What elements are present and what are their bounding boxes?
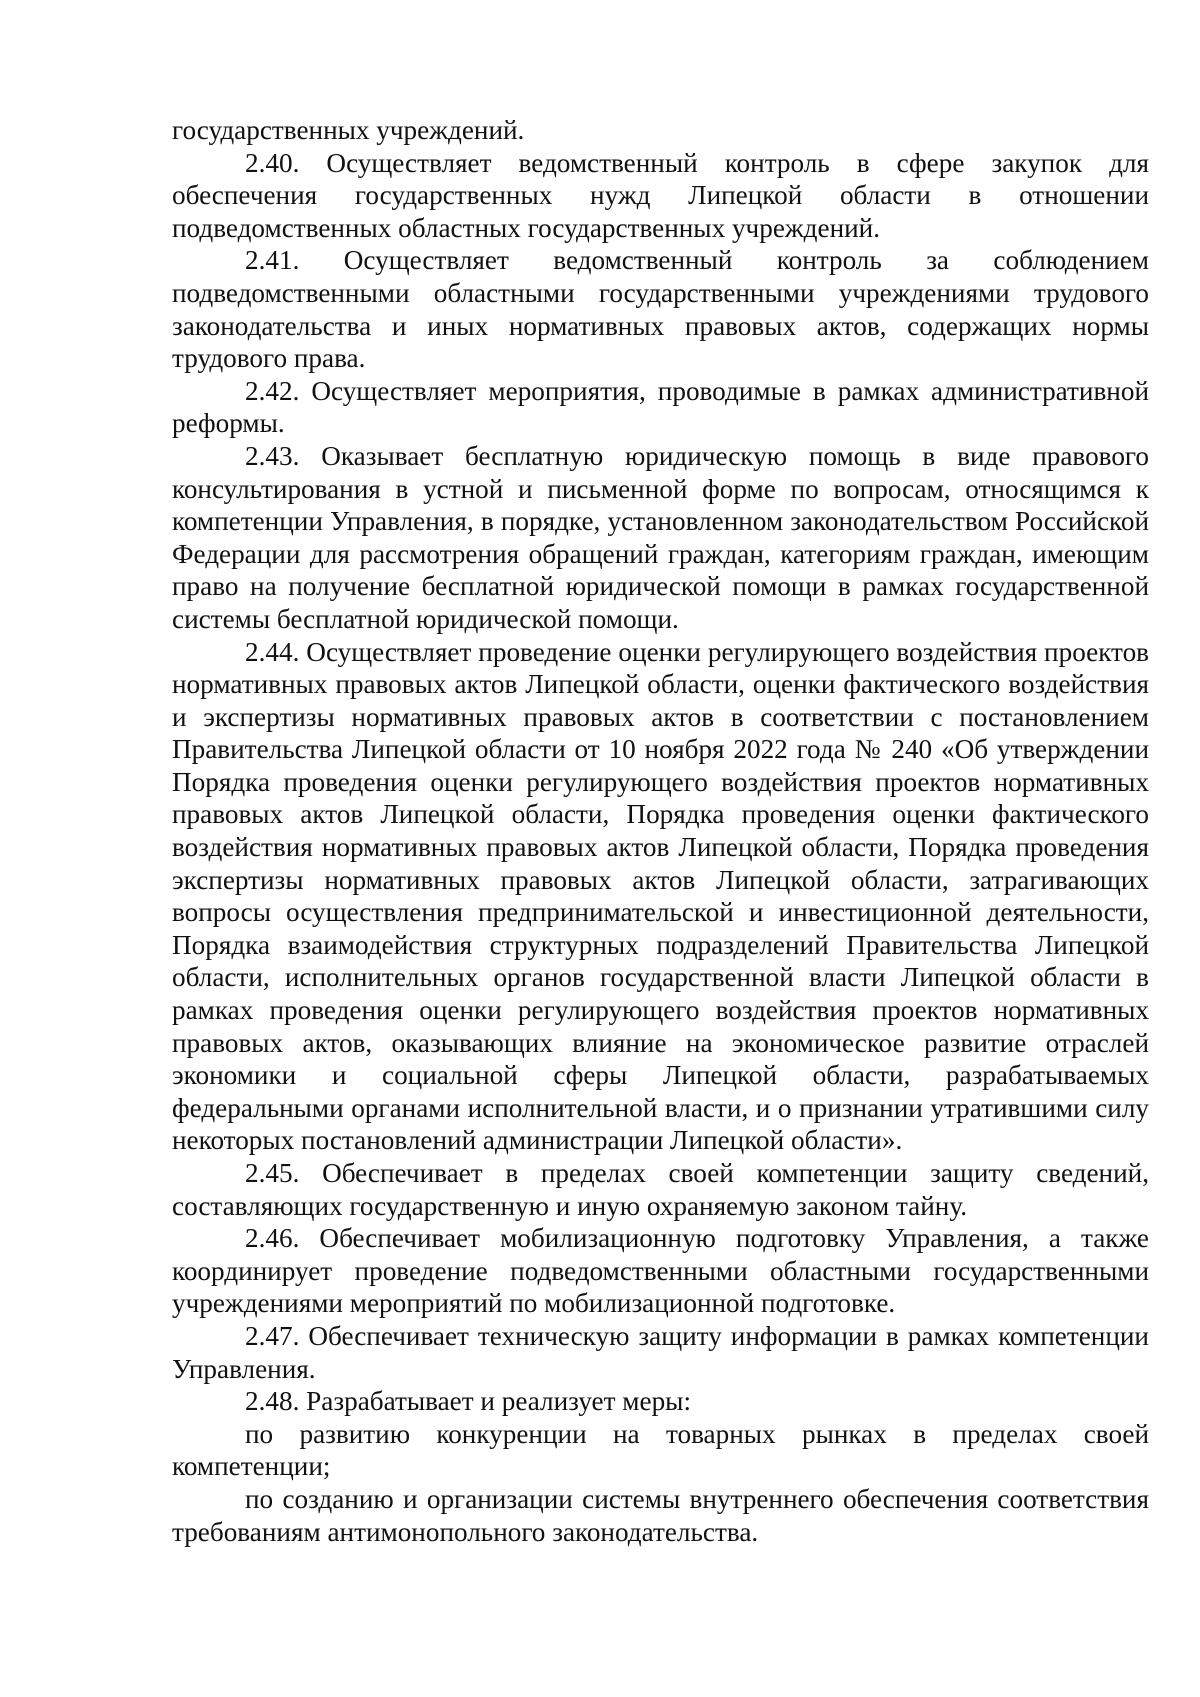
paragraph-2-48-item-compliance: по созданию и организации системы внутреннего обеспечения соответствия требованиям антимонопольного законодательства. [172,1483,1149,1547]
paragraph-continuation: государственных учреждений. [172,115,525,145]
paragraph-2-44: 2.44. Осуществляет проведение оценки регулирующего воздействия проектов нормативных правовых актов Липецкой области, оценки фактического воздействия и экспертизы нормативных правовых актов в соответствии с постановлением Правительства Липецкой области от 10 ноября 2022 года № 240 «Об утверждении Порядка проведения оценки регулирующего воздействия проектов нормативных правовых актов Липецкой области, Порядка проведения оценки фактического воздействия нормативных правовых актов Липецкой области, Порядка проведения экспертизы нормативных правовых актов Липецкой области, затрагивающих вопросы осуществления предпринимательской и инвестиционной деятельности, Порядка взаимодействия структурных подразделений Правительства Липецкой области, исполнительных органов государственной власти Липецкой области в рамках проведения оценки регулирующего воздействия проектов нормативных правовых актов, оказывающих влияние на экономическое развитие отраслей экономики и социальной сферы Липецкой области, разрабатываемых федеральными органами исполнительной власти, и о признании утратившими силу некоторых постановлений администрации Липецкой области». [172,636,1149,1156]
paragraph-2-40: 2.40. Осуществляет ведомственный контроль в сфере закупок для обеспечения государственных нужд Липецкой области в отношении подведомственных областных государственных учреждений. [172,147,1149,243]
paragraph-2-46: 2.46. Обеспечивает мобилизационную подготовку Управления, а также координирует проведение подведомственными областными государственными учреждениями мероприятий по мобилизационной подготовке. [172,1223,1149,1319]
paragraph-2-42: 2.42. Осуществляет мероприятия, проводимые в рамках административной реформы. [172,375,1149,439]
document-body [172,114,1149,1548]
paragraph-2-48: 2.48. Разрабатывает и реализует меры: [245,1386,691,1417]
paragraph-2-47: 2.47. Обеспечивает техническую защиту информации в рамках компетенции Управления. [172,1320,1149,1384]
paragraph-2-48-item-competition: по развитию конкуренции на товарных рынках в пределах своей компетенции; [172,1418,1149,1482]
paragraph-2-45: 2.45. Обеспечивает в пределах своей компетенции защиту сведений, составляющих государственную и иную охраняемую законом тайну. [172,1158,1149,1221]
paragraph-2-41: 2.41. Осуществляет ведомственный контроль за соблюдением подведомственными областными государственными учреждениями трудового законодательства и иных нормативных правовых актов, содержащих нормы трудового права. [172,245,1149,374]
paragraph-2-43: 2.43. Оказывает бесплатную юридическую помощь в виде правового консультирования в устной и письменной форме по вопросам, относящимся к компетенции Управления, в порядке, установленном законодательством Российской Федерации для рассмотрения обращений граждан, категориям граждан, имеющим право на получение бесплатной юридической помощи в рамках государственной системы бесплатной юридической помощи. [172,440,1149,634]
